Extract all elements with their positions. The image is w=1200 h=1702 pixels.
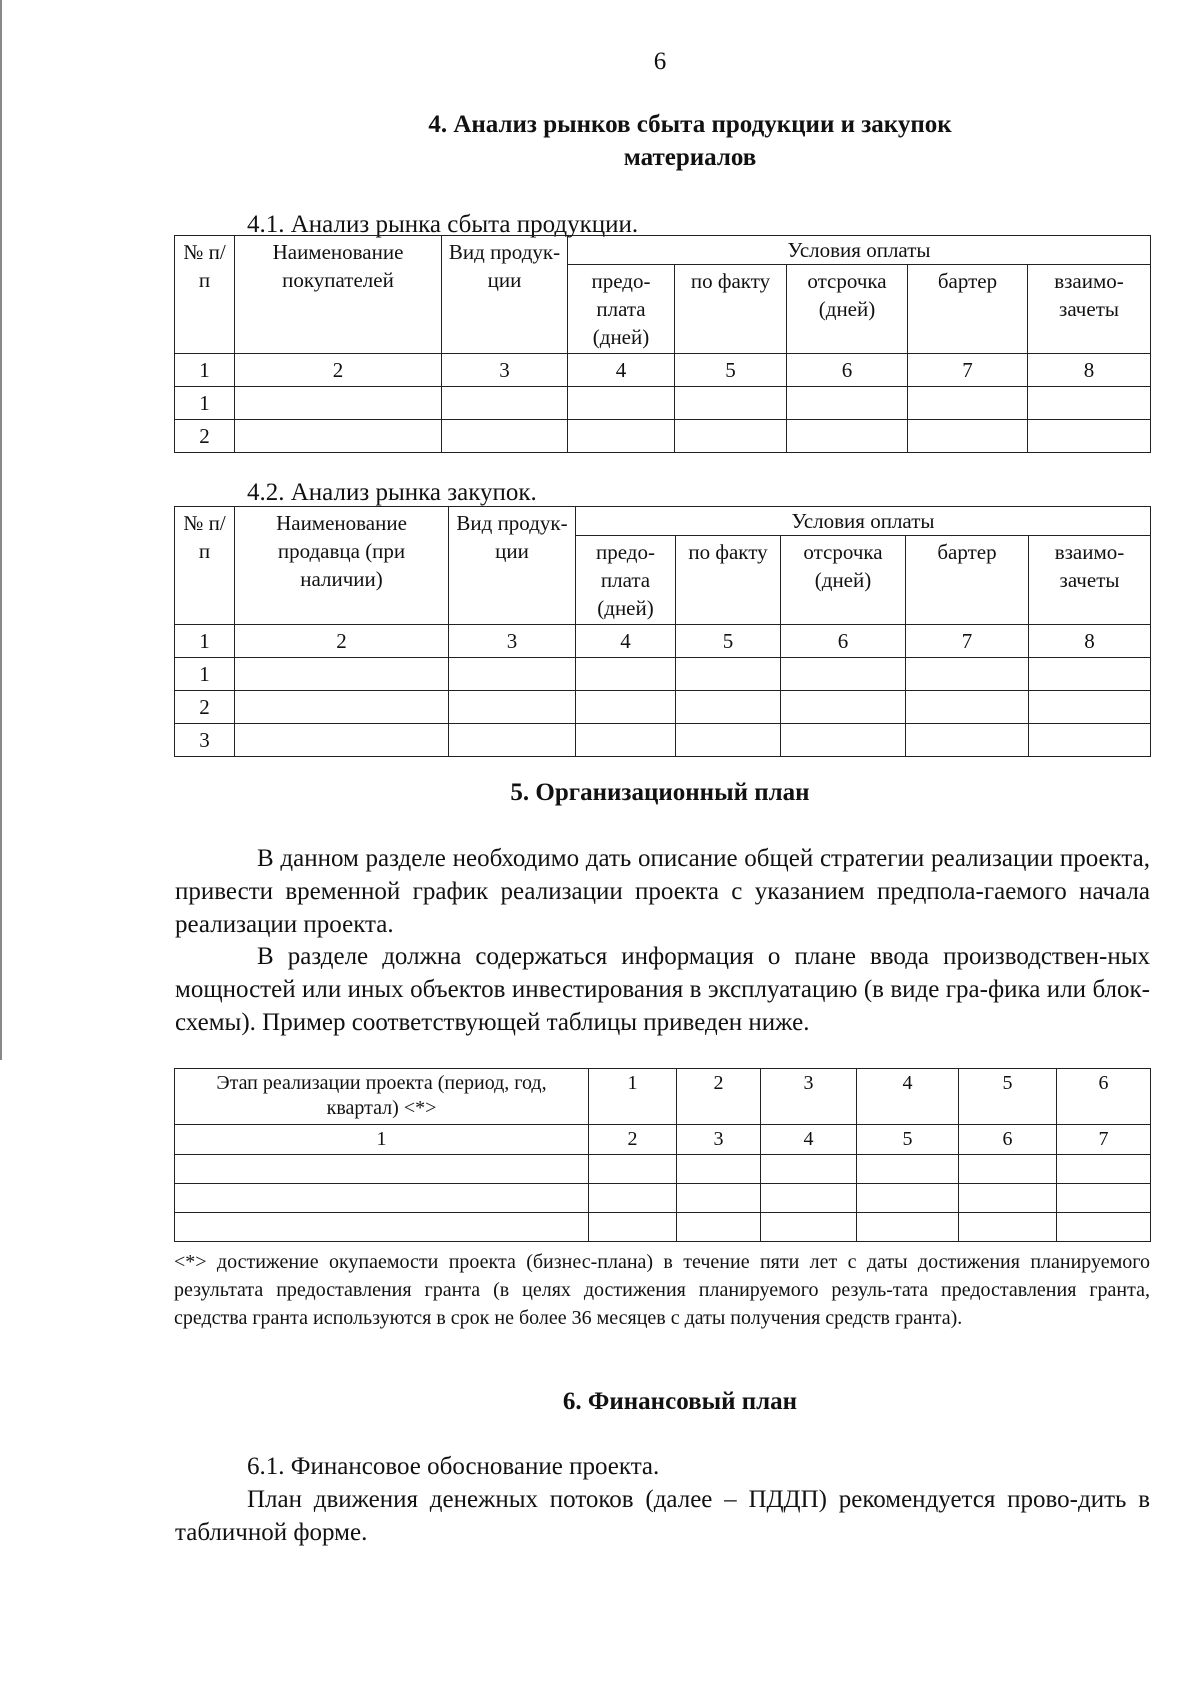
section-5-paragraph-1 bbox=[175, 842, 1150, 941]
section-5-title: 5. Организационный план bbox=[510, 779, 810, 806]
col-header-offsets: взаимо-зачеты bbox=[1028, 265, 1151, 354]
col-header-stage: Этап реализации проекта (период, год, квартал) <*> bbox=[175, 1069, 589, 1125]
col-number: 4 bbox=[761, 1125, 857, 1155]
paragraph-text: План движения денежных потоков (далее – ПДДП) рекомендуется прово-дить в табличной форме. bbox=[175, 1486, 1150, 1546]
col-header-product-type: Вид продук-ции bbox=[449, 507, 576, 625]
col-number: 7 bbox=[906, 625, 1029, 658]
col-header-deferral: отсрочка (дней) bbox=[787, 265, 908, 354]
footnote: <*> достижение окупаемости проекта (бизнес-плана) в течение пяти лет с даты достижения планируемого результата предоставления гранта (в целях достижения планируемого резуль-тата предоставления гранта, средства гранта используются в срок не более 36 месяцев с даты получения средств гранта). bbox=[174, 1251, 1150, 1329]
col-number: 3 bbox=[442, 354, 568, 387]
section-6-paragraph-1 bbox=[175, 1483, 1150, 1549]
col-number: 3 bbox=[677, 1125, 761, 1155]
col-number: 4 bbox=[568, 354, 675, 387]
col-header-buyers: Наименование покупателей bbox=[235, 236, 442, 354]
scan-edge bbox=[0, 0, 2, 1060]
section-6-title: 6. Финансовый план bbox=[562, 1388, 798, 1415]
table-row bbox=[175, 658, 1151, 691]
col-number: 2 bbox=[589, 1125, 677, 1155]
col-number: 5 bbox=[676, 625, 781, 658]
row-number: 2 bbox=[175, 420, 235, 453]
row-number: 2 bbox=[175, 691, 235, 724]
col-number: 3 bbox=[449, 625, 576, 658]
section-4-title bbox=[380, 108, 1000, 174]
col-number: 8 bbox=[1028, 354, 1151, 387]
section-4-title-line1: 4. Анализ рынков сбыта продукции и закупок bbox=[428, 111, 952, 138]
col-number: 1 bbox=[175, 1125, 589, 1155]
col-number: 8 bbox=[1029, 625, 1151, 658]
col-header-offsets: взаимо-зачеты bbox=[1029, 536, 1151, 625]
table-row bbox=[175, 1155, 1151, 1184]
col-number: 6 bbox=[787, 354, 908, 387]
purchase-market-table bbox=[174, 506, 1151, 757]
col-number: 6 bbox=[959, 1125, 1057, 1155]
col-header-on-fact: по факту bbox=[675, 265, 787, 354]
period-header: 6 bbox=[1057, 1069, 1151, 1125]
col-number: 2 bbox=[235, 625, 449, 658]
col-header-prepayment: предо-плата (дней) bbox=[576, 536, 676, 625]
implementation-schedule-table bbox=[174, 1068, 1151, 1242]
col-header-no: № п/п bbox=[175, 507, 235, 625]
col-header-barter: бартер bbox=[908, 265, 1028, 354]
paragraph-text: В разделе должна содержаться информация о плане ввода производствен-ных мощностей или иных объектов инвестирования в эксплуатацию (в виде гра-фика или блок-схемы). Пример соответствующей таблицы приведен ниже. bbox=[175, 943, 1150, 1036]
col-header-deferral: отсрочка (дней) bbox=[781, 536, 906, 625]
col-header-payment-terms: Условия оплаты bbox=[576, 507, 1151, 536]
col-number: 5 bbox=[675, 354, 787, 387]
row-number: 1 bbox=[175, 658, 235, 691]
table-numbering-row bbox=[175, 625, 1151, 658]
col-header-on-fact: по факту bbox=[676, 536, 781, 625]
col-number: 7 bbox=[1057, 1125, 1151, 1155]
col-number: 6 bbox=[781, 625, 906, 658]
table-row bbox=[175, 1213, 1151, 1242]
col-number: 4 bbox=[576, 625, 676, 658]
subsection-4-2-title: 4.2. Анализ рынка закупок. bbox=[247, 479, 537, 506]
col-header-barter: бартер bbox=[906, 536, 1029, 625]
subsection-4-1-title: 4.1. Анализ рынка сбыта продукции. bbox=[247, 211, 639, 238]
period-header: 2 bbox=[677, 1069, 761, 1125]
col-number: 1 bbox=[175, 625, 235, 658]
table-row bbox=[175, 691, 1151, 724]
col-header-payment-terms: Условия оплаты bbox=[568, 236, 1151, 265]
period-header: 3 bbox=[761, 1069, 857, 1125]
row-number: 3 bbox=[175, 724, 235, 757]
section-4-title-line2: материалов bbox=[623, 144, 757, 171]
table-row bbox=[175, 1184, 1151, 1213]
col-header-sellers: Наименование продавца (при наличии) bbox=[235, 507, 449, 625]
col-header-prepayment: предо-плата (дней) bbox=[568, 265, 675, 354]
section-5-paragraph-2 bbox=[175, 940, 1150, 1039]
sales-market-table bbox=[174, 235, 1151, 453]
page-number: 6 bbox=[653, 48, 667, 75]
col-number: 1 bbox=[175, 354, 235, 387]
table-numbering-row bbox=[175, 1125, 1151, 1155]
table-row bbox=[175, 420, 1151, 453]
subsection-6-1-title: 6.1. Финансовое обоснование проекта. bbox=[247, 1453, 660, 1480]
period-header: 1 bbox=[589, 1069, 677, 1125]
row-number: 1 bbox=[175, 387, 235, 420]
period-header: 4 bbox=[857, 1069, 959, 1125]
col-number: 2 bbox=[235, 354, 442, 387]
table-numbering-row bbox=[175, 354, 1151, 387]
col-number: 5 bbox=[857, 1125, 959, 1155]
col-header-product-type: Вид продук-ции bbox=[442, 236, 568, 354]
table-row bbox=[175, 724, 1151, 757]
period-header: 5 bbox=[959, 1069, 1057, 1125]
paragraph-text: В данном разделе необходимо дать описание общей стратегии реализации проекта, привести временной график реализации проекта с указанием предпола-гаемого начала реализации проекта. bbox=[175, 845, 1150, 938]
col-number: 7 bbox=[908, 354, 1028, 387]
table-row bbox=[175, 387, 1151, 420]
col-header-no: № п/п bbox=[175, 236, 235, 354]
